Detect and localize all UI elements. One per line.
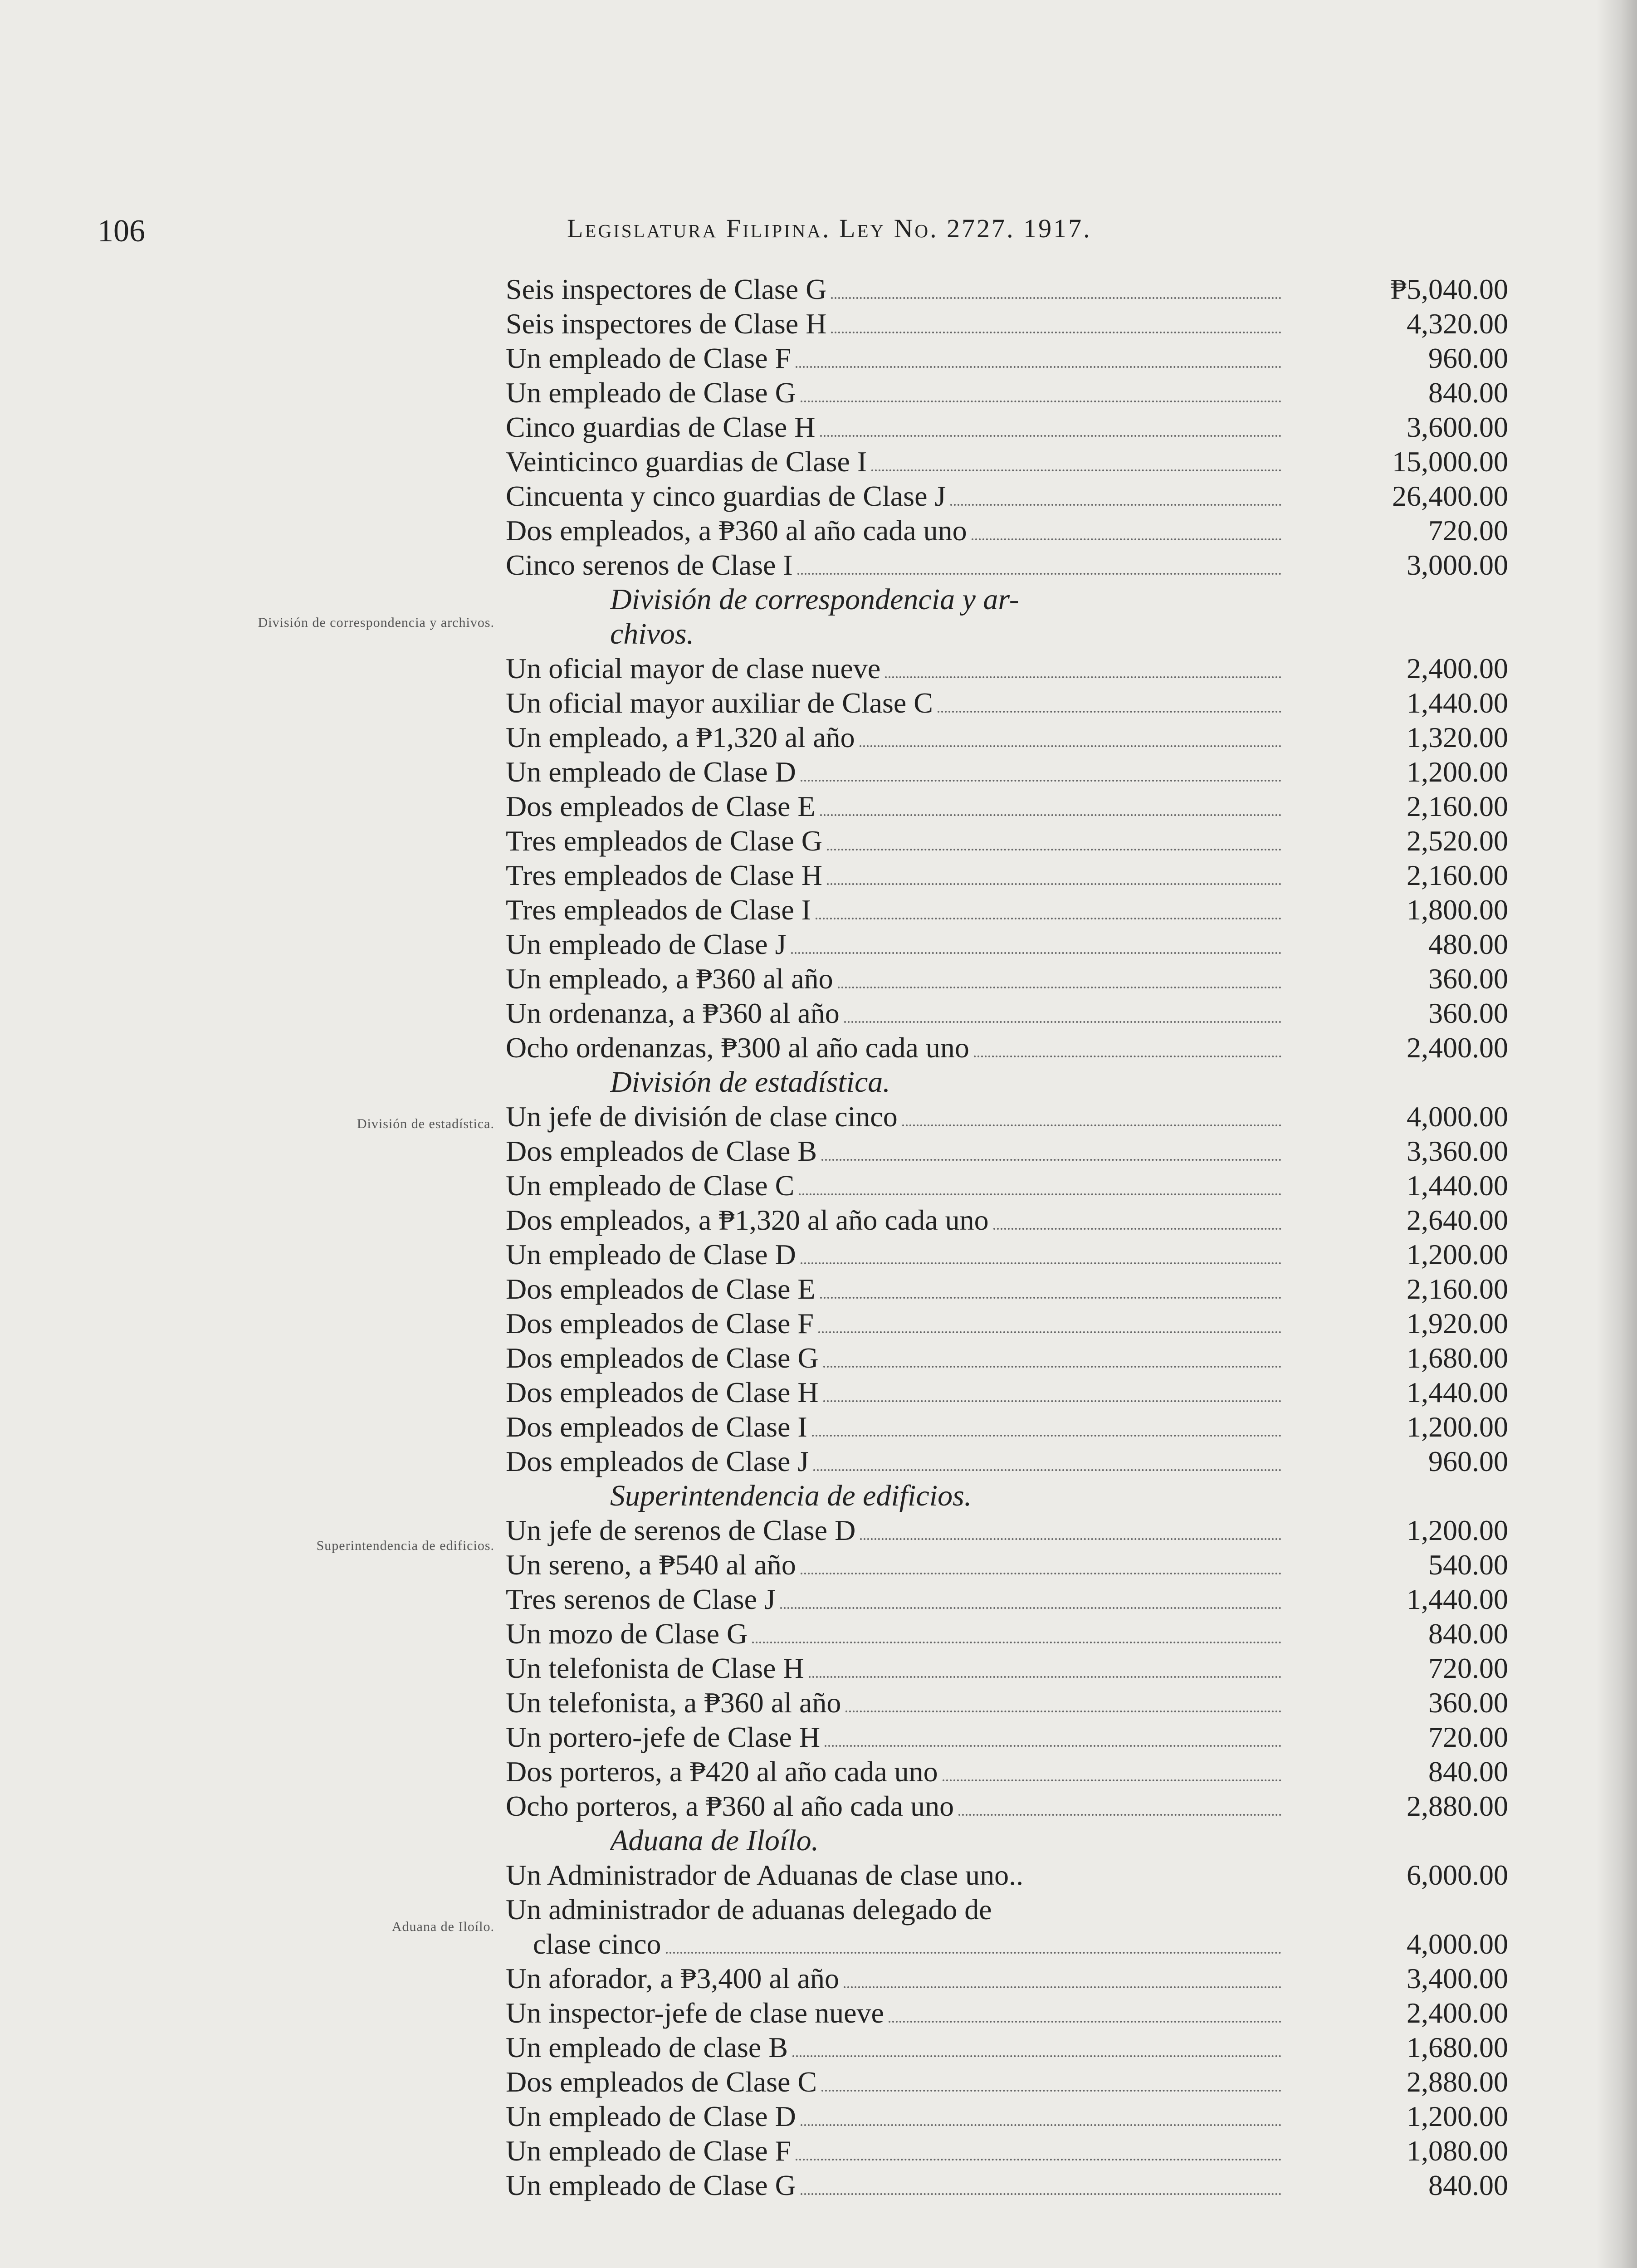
dot-leader (818, 1331, 1281, 1333)
appropriation-list (506, 272, 1522, 2203)
page-edge-shadow (1596, 0, 1637, 2268)
line-item-text: Un empleado de Clase D (506, 756, 796, 788)
dot-leader (813, 1469, 1281, 1471)
dot-leader (801, 401, 1281, 402)
line-item (506, 1755, 1522, 1789)
line-item-text: Un empleado de Clase G (506, 376, 796, 409)
section-heading (506, 582, 1522, 617)
line-item (506, 307, 1522, 341)
line-item-amount: 1,680.00 (1407, 1342, 1508, 1374)
line-item (506, 824, 1522, 858)
line-item-amount: 26,400.00 (1392, 480, 1508, 512)
section-heading-text: División de correspondencia y ar- (610, 583, 1019, 616)
line-item (506, 445, 1522, 479)
line-item-amount: 840.00 (1428, 2169, 1508, 2201)
line-item-amount: 1,200.00 (1407, 1411, 1508, 1443)
line-item-text: Un empleado de Clase D (506, 1238, 796, 1271)
running-head: Legislatura Filipina. Ley No. 2727. 1917. (567, 214, 1092, 243)
line-item (506, 720, 1522, 755)
line-item-amount: 2,400.00 (1407, 652, 1508, 684)
line-item-text: Seis inspectores de Clase H (506, 308, 827, 340)
line-item-text: Un inspector-jefe de clase nueve (506, 1997, 884, 2029)
line-item (506, 2065, 1522, 2099)
line-item-amount: 4,320.00 (1407, 308, 1508, 340)
line-item-amount: 2,400.00 (1407, 1031, 1508, 1064)
dot-leader (780, 1607, 1281, 1609)
line-item-text: Un jefe de serenos de Clase D (506, 1514, 856, 1546)
line-item-text: Dos empleados de Clase G (506, 1342, 819, 1374)
dot-leader (831, 332, 1281, 333)
line-item-text: Un telefonista de Clase H (506, 1652, 804, 1684)
line-item (506, 2030, 1522, 2065)
dot-leader (845, 1711, 1281, 1712)
dot-leader (797, 573, 1281, 575)
line-item-amount: 3,000.00 (1407, 549, 1508, 581)
line-item-amount: 480.00 (1428, 928, 1508, 960)
margin-note-estadistica: División de estadística. (357, 1116, 494, 1131)
line-item (506, 996, 1522, 1031)
line-item (506, 2099, 1522, 2134)
dot-leader (860, 745, 1281, 747)
line-item (506, 1031, 1522, 1065)
dot-leader (821, 2090, 1281, 2092)
line-item-text: Dos empleados de Clase H (506, 1376, 819, 1408)
line-item-text: Dos empleados de Clase J (506, 1445, 809, 1477)
dot-leader (816, 918, 1281, 919)
line-item-text: clase cinco (533, 1928, 661, 1960)
line-item-text: Un jefe de división de clase cinco (506, 1100, 898, 1133)
line-item (506, 513, 1522, 548)
line-item (506, 755, 1522, 789)
line-item (506, 1961, 1522, 1996)
dot-leader (844, 1021, 1281, 1023)
dot-leader (943, 1779, 1281, 1781)
line-item-text: Un empleado de clase B (506, 2031, 788, 2063)
line-item-text: Cinco guardias de Clase H (506, 411, 816, 443)
line-item-amount: 3,360.00 (1407, 1135, 1508, 1167)
line-item-amount: 1,800.00 (1407, 894, 1508, 926)
line-item (506, 1168, 1522, 1203)
line-item-text: Un Administrador de Aduanas de clase uno.. (506, 1859, 1024, 1891)
line-item (506, 858, 1522, 893)
line-item-text: Un oficial mayor de clase nueve (506, 652, 881, 684)
line-item (506, 2168, 1522, 2203)
line-item (506, 789, 1522, 824)
dot-leader (799, 1193, 1281, 1195)
line-item-text: Dos empleados, a ₱360 al año cada uno (506, 514, 967, 547)
line-item-amount: 1,200.00 (1407, 756, 1508, 788)
dot-leader (860, 1538, 1281, 1540)
page-number: 106 (98, 214, 145, 249)
line-item-amount: 2,520.00 (1407, 825, 1508, 857)
line-item (506, 1789, 1522, 1823)
line-item (506, 1720, 1522, 1755)
line-item-text: Dos empleados de Clase C (506, 2066, 817, 2098)
line-item-text: Cinco serenos de Clase I (506, 549, 793, 581)
dot-leader (796, 366, 1281, 368)
dot-leader (993, 1228, 1281, 1230)
line-item (506, 1341, 1522, 1375)
line-item-text: Un empleado, a ₱360 al año (506, 963, 833, 995)
line-item-text: Dos empleados de Clase E (506, 790, 816, 822)
margin-note-aduana: Aduana de Iloílo. (391, 1919, 494, 1934)
line-item (506, 1651, 1522, 1686)
line-item-amount: 15,000.00 (1392, 445, 1508, 478)
line-item-text: Veinticinco guardias de Clase I (506, 445, 867, 478)
dot-leader (889, 2021, 1281, 2023)
section-heading-text: Aduana de Iloílo. (610, 1824, 819, 1857)
line-item (506, 2134, 1522, 2168)
line-item-amount: 2,160.00 (1407, 790, 1508, 822)
dot-leader (825, 1745, 1281, 1747)
line-item-amount: 1,200.00 (1407, 1238, 1508, 1271)
line-item (506, 1100, 1522, 1134)
line-item-amount: 1,920.00 (1407, 1307, 1508, 1339)
line-item-text: Tres empleados de Clase I (506, 894, 811, 926)
line-item-amount: 2,880.00 (1407, 1790, 1508, 1822)
dot-leader (827, 849, 1281, 850)
dot-leader (823, 1366, 1281, 1368)
section-heading-text: Superintendencia de edificios. (610, 1479, 972, 1512)
dot-leader (938, 711, 1281, 713)
dot-leader (812, 1435, 1281, 1437)
line-item (506, 927, 1522, 962)
line-item-text: Dos empleados de Clase B (506, 1135, 817, 1167)
line-item-amount: 540.00 (1428, 1549, 1508, 1581)
line-item (506, 1617, 1522, 1651)
section-heading-text: División de estadística. (610, 1066, 890, 1099)
margin-note-edificios: Superintendencia de edificios. (316, 1538, 494, 1553)
line-item-text: Tres empleados de Clase H (506, 859, 822, 891)
line-item-text: Cincuenta y cinco guardias de Clase J (506, 480, 946, 512)
line-item-text: Un administrador de aduanas delegado de (506, 1893, 992, 1926)
line-item-amount: 960.00 (1428, 342, 1508, 374)
dot-leader (801, 780, 1281, 782)
dot-leader (820, 435, 1282, 437)
line-item (506, 272, 1522, 307)
line-item (506, 1444, 1522, 1479)
line-item-text: Un ordenanza, a ₱360 al año (506, 997, 840, 1029)
dot-leader (752, 1642, 1281, 1643)
dot-leader (885, 676, 1281, 678)
line-item-text: Tres empleados de Clase G (506, 825, 822, 857)
line-item-amount: 840.00 (1428, 1618, 1508, 1650)
dot-leader (831, 297, 1281, 299)
dot-leader (902, 1124, 1281, 1126)
dot-leader (791, 952, 1282, 954)
line-item-amount: 1,440.00 (1407, 1169, 1508, 1202)
line-item-amount: ₱5,040.00 (1390, 273, 1508, 305)
line-item-amount: 720.00 (1428, 514, 1508, 547)
section-heading-text: chivos. (610, 617, 694, 650)
line-item-amount: 2,640.00 (1407, 1204, 1508, 1236)
dot-leader (821, 1159, 1281, 1161)
line-item-text: Seis inspectores de Clase G (506, 273, 827, 305)
page-header (0, 213, 1637, 254)
dot-leader (950, 504, 1281, 506)
section-heading (506, 1479, 1522, 1513)
dot-leader (972, 538, 1281, 540)
line-item (506, 1513, 1522, 1548)
line-item (506, 962, 1522, 996)
line-item (506, 1306, 1522, 1341)
dot-leader (871, 469, 1281, 471)
line-item-amount: 360.00 (1428, 997, 1508, 1029)
dot-leader (820, 814, 1282, 816)
line-item-amount: 3,400.00 (1407, 1962, 1508, 1994)
line-item-text: Un empleado de Clase D (506, 2100, 796, 2132)
line-item (506, 410, 1522, 445)
line-item-text: Un aforador, a ₱3,400 al año (506, 1962, 839, 1994)
line-item-text: Un empleado, a ₱1,320 al año (506, 721, 855, 753)
line-item-text: Dos empleados de Clase E (506, 1273, 816, 1305)
line-item (506, 1410, 1522, 1444)
line-item (506, 479, 1522, 513)
line-item (506, 376, 1522, 410)
line-item-amount: 840.00 (1428, 1755, 1508, 1788)
line-item-text: Dos empleados de Clase F (506, 1307, 814, 1339)
line-item-amount: 2,160.00 (1407, 1273, 1508, 1305)
line-item-amount: 2,400.00 (1407, 1997, 1508, 2029)
line-item (506, 1858, 1522, 1892)
dot-leader (974, 1056, 1281, 1057)
dot-leader (823, 1400, 1281, 1402)
line-item-amount: 720.00 (1428, 1652, 1508, 1684)
line-item (506, 1892, 1522, 1927)
line-item (506, 1272, 1522, 1306)
section-heading (506, 617, 1522, 651)
line-item-amount: 360.00 (1428, 963, 1508, 995)
line-item (506, 341, 1522, 376)
line-item (506, 1582, 1522, 1617)
dot-leader (844, 1986, 1281, 1988)
dot-leader (958, 1814, 1281, 1816)
line-item-text: Ocho porteros, a ₱360 al año cada uno (506, 1790, 954, 1822)
line-item (506, 1237, 1522, 1272)
line-item-amount: 1,680.00 (1407, 2031, 1508, 2063)
line-item-text: Ocho ordenanzas, ₱300 al año cada uno (506, 1031, 969, 1064)
line-item-text: Un mozo de Clase G (506, 1618, 748, 1650)
dot-leader (801, 2193, 1281, 2195)
line-item-text: Un empleado de Clase F (506, 2135, 792, 2167)
line-item-text: Un telefonista, a ₱360 al año (506, 1686, 841, 1719)
line-item-amount: 1,200.00 (1407, 2100, 1508, 2132)
line-item-amount: 6,000.00 (1407, 1859, 1508, 1891)
line-item-text: Dos empleados, a ₱1,320 al año cada uno (506, 1204, 989, 1236)
line-item-amount: 1,200.00 (1407, 1514, 1508, 1546)
line-item-text: Un oficial mayor auxiliar de Clase C (506, 687, 933, 719)
line-item-text: Un empleado de Clase J (506, 928, 787, 960)
line-item-amount: 840.00 (1428, 376, 1508, 409)
line-item-amount: 360.00 (1428, 1686, 1508, 1719)
dot-leader (801, 1573, 1281, 1574)
dot-leader (792, 2055, 1281, 2057)
margin-note-correspondencia: División de correspondencia y archivos. (258, 615, 494, 630)
line-item-amount: 1,080.00 (1407, 2135, 1508, 2167)
line-item (506, 1927, 1522, 1961)
section-heading (506, 1823, 1522, 1858)
line-item-amount: 4,000.00 (1407, 1928, 1508, 1960)
line-item-text: Dos empleados de Clase I (506, 1411, 807, 1443)
line-item-amount: 4,000.00 (1407, 1100, 1508, 1133)
dot-leader (801, 2124, 1281, 2126)
line-item-amount: 2,880.00 (1407, 2066, 1508, 2098)
line-item-text: Un empleado de Clase G (506, 2169, 796, 2201)
dot-leader (838, 987, 1281, 988)
line-item (506, 1548, 1522, 1582)
dot-leader (796, 2159, 1281, 2160)
line-item-amount: 1,440.00 (1407, 1376, 1508, 1408)
line-item (506, 1203, 1522, 1237)
line-item-amount: 1,320.00 (1407, 721, 1508, 753)
line-item (506, 548, 1522, 582)
dot-leader (801, 1262, 1281, 1264)
line-item-amount: 720.00 (1428, 1721, 1508, 1753)
line-item-text: Un empleado de Clase F (506, 342, 792, 374)
dot-leader (809, 1676, 1281, 1678)
line-item-amount: 1,440.00 (1407, 687, 1508, 719)
dot-leader (666, 1952, 1282, 1954)
line-item (506, 686, 1522, 720)
line-item-text: Un empleado de Clase C (506, 1169, 795, 1202)
line-item (506, 1996, 1522, 2030)
line-item (506, 893, 1522, 927)
line-item-amount: 2,160.00 (1407, 859, 1508, 891)
line-item-text: Tres serenos de Clase J (506, 1583, 776, 1615)
line-item-amount: 960.00 (1428, 1445, 1508, 1477)
section-heading (506, 1065, 1522, 1100)
dot-leader (827, 883, 1281, 885)
line-item-amount: 3,600.00 (1407, 411, 1508, 443)
line-item-amount: 1,440.00 (1407, 1583, 1508, 1615)
line-item-text: Un sereno, a ₱540 al año (506, 1549, 796, 1581)
line-item (506, 1134, 1522, 1168)
line-item-text: Un portero-jefe de Clase H (506, 1721, 821, 1753)
line-item-text: Dos porteros, a ₱420 al año cada uno (506, 1755, 938, 1788)
line-item (506, 1686, 1522, 1720)
line-item (506, 651, 1522, 686)
line-item (506, 1375, 1522, 1410)
dot-leader (820, 1297, 1282, 1299)
